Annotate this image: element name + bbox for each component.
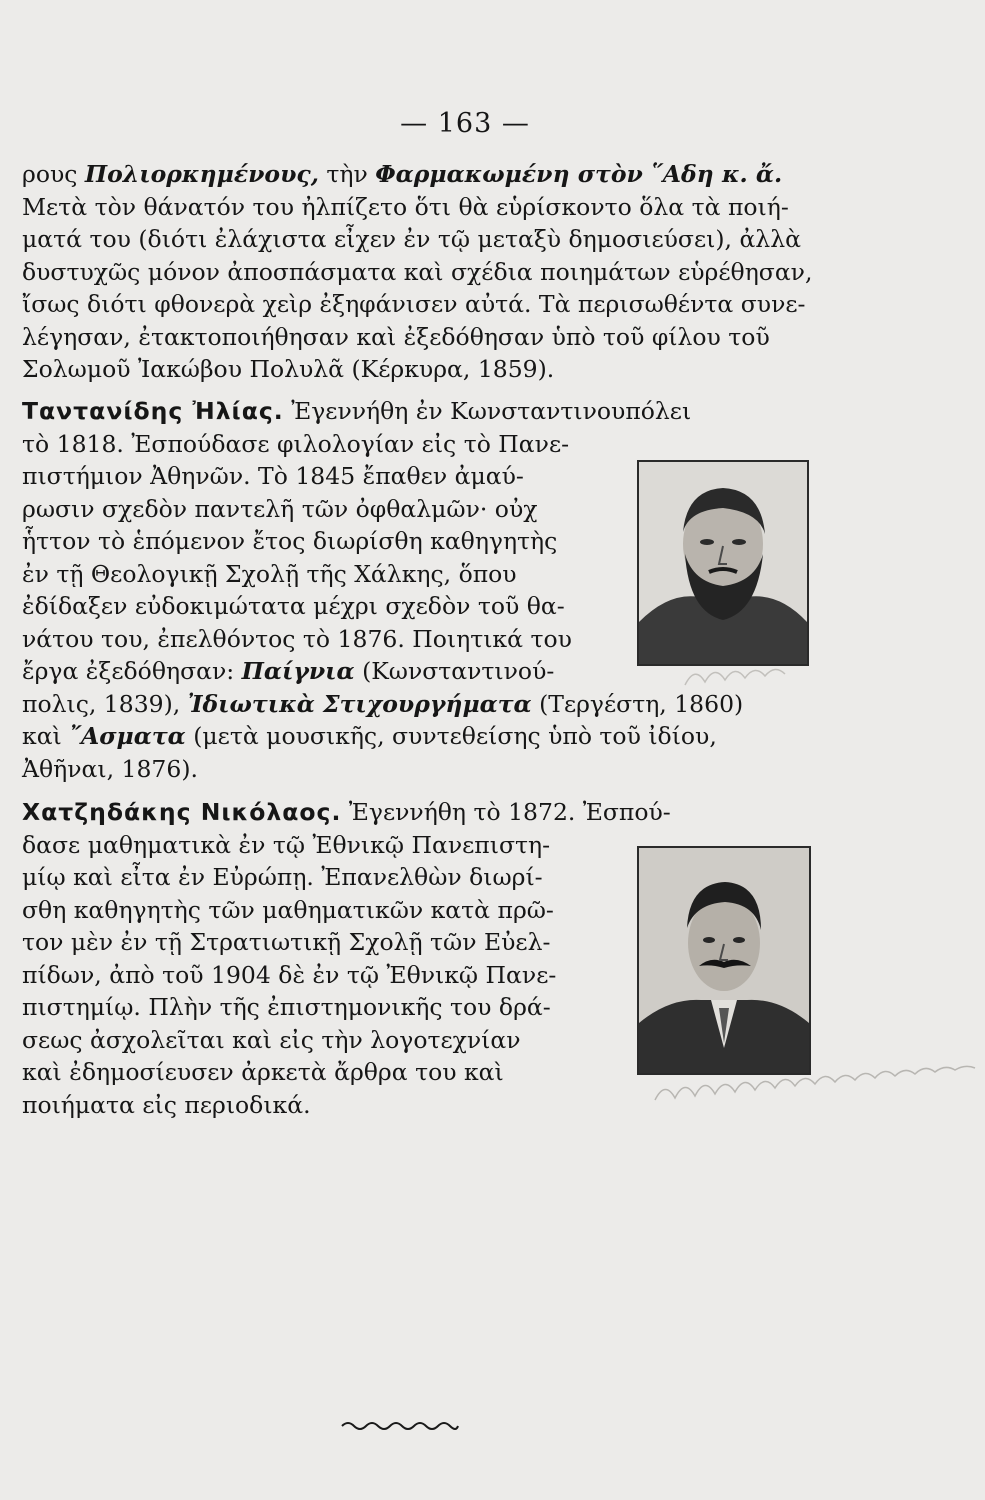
text-line: ἐν τῇ Θεολογικῇ Σχολῇ τῆς Χάλκης, ὅπου xyxy=(22,559,517,588)
text-fragment: τὴν xyxy=(318,160,376,188)
text-line xyxy=(22,796,842,829)
text-line: λέγησαν, ἐτακτοποιήθησαν καὶ ἐξεδόθησαν ὑπὸ τοῦ φίλου τοῦ xyxy=(22,322,770,351)
text-line: τὸ 1818. Ἐσπούδασε φιλολογίαν εἰς τὸ Πανε- xyxy=(22,429,570,458)
text-line: ματά του (διότι ἐλάχιστα εἶχεν ἐν τῷ μεταξὺ δημοσιεύσει), ἀλλὰ xyxy=(22,225,801,253)
paragraph-continuation xyxy=(22,158,842,386)
text-line: νάτου του, ἐπελθόντος τὸ 1876. Ποιητικά του xyxy=(22,624,572,653)
text-fragment: Ἐγεννήθη τὸ 1872. Ἐσπού- xyxy=(341,798,671,826)
work-title: Ἰδιωτικὰ Στιχουργήματα xyxy=(187,689,532,718)
text-line: μίῳ καὶ εἶτα ἐν Εὐρώπῃ. Ἐπανελθὼν διωρί- xyxy=(22,863,543,891)
portrait-hatzidakis xyxy=(637,846,811,1075)
text-line xyxy=(22,720,842,753)
text-fragment: ἔργα ἐξεδόθησαν: xyxy=(22,657,242,685)
text-fragment: (μετὰ μουσικῆς, συντεθείσης ὑπὸ τοῦ ἰδίου, xyxy=(185,722,717,750)
text-line: δασε μαθηματικὰ ἐν τῷ Ἐθνικῷ Πανεπιστη- xyxy=(22,830,551,859)
text-line: σεως ἀσχολεῖται καὶ εἰς τὴν λογοτεχνίαν xyxy=(22,1025,521,1054)
text-line: ποιήματα εἰς περιοδικά. xyxy=(22,1090,311,1119)
text-line xyxy=(22,158,842,191)
text-line: Μετὰ τὸν θάνατόν του ἠλπίζετο ὅτι θὰ εὑρίσκοντο ὅλα τὰ ποιή- xyxy=(22,192,789,221)
work-title: Παίγνια xyxy=(241,657,355,685)
text-line xyxy=(22,688,842,721)
text-line: δυστυχῶς μόνον ἀποσπάσματα καὶ σχέδια ποιημάτων εὑρέθησαν, xyxy=(22,257,813,286)
text-line: ρωσιν σχεδὸν παντελῆ τῶν ὀφθαλμῶν· οὐχ xyxy=(22,494,538,523)
portrait-illustration xyxy=(639,462,807,664)
ornamental-divider xyxy=(340,1418,460,1434)
person-name: Ταντανίδης Ἠλίας. xyxy=(22,397,284,425)
page-number: — 163 — xyxy=(400,108,530,139)
work-title: ῎Ασματα xyxy=(69,722,186,750)
text-line: πιστημίῳ. Πλὴν τῆς ἐπιστημονικῆς του δρά- xyxy=(22,993,551,1021)
person-name: Χατζηδάκης Νικόλαος. xyxy=(22,798,342,826)
text-fragment: πολις, 1839), xyxy=(22,689,188,718)
pencil-scribble xyxy=(680,660,800,690)
text-fragment: (Τεργέστη, 1860) xyxy=(531,689,744,718)
portrait-tantalidis xyxy=(637,460,809,666)
text-line: ἴσως διότι φθονερὰ χεὶρ ἐξηφάνισεν αὐτά. Τὰ περισωθέντα συνε- xyxy=(22,290,806,318)
text-fragment: ρους xyxy=(22,160,85,188)
text-line xyxy=(22,395,842,428)
text-fragment: Ἐγεννήθη ἐν Κωνσταντινουπόλει xyxy=(283,397,692,425)
portrait-illustration xyxy=(639,848,809,1073)
text-line: ἐδίδαξεν εὐδοκιμώτατα μέχρι σχεδὸν τοῦ θα- xyxy=(22,592,565,620)
text-line: πίδων, ἀπὸ τοῦ 1904 δὲ ἐν τῷ Ἐθνικῷ Πανε- xyxy=(22,960,557,989)
pencil-scribble xyxy=(650,1060,980,1110)
text-line: σθη καθηγητὴς τῶν μαθηματικῶν κατὰ πρῶ- xyxy=(22,895,554,924)
work-title: Πολιορκημένους, xyxy=(84,160,319,188)
text-line: ἧττον τὸ ἑπόμενον ἔτος διωρίσθη καθηγητὴς xyxy=(22,527,558,555)
text-line: Σολωμοῦ Ἰακώβου Πολυλᾶ (Κέρκυρα, 1859). xyxy=(22,355,555,383)
work-title: Φαρμακωμένη στὸν ῞Αδη κ. ἄ. xyxy=(375,160,783,188)
text-fragment: (Κωνσταντινού- xyxy=(354,657,555,685)
text-line: Ἀθῆναι, 1876). xyxy=(22,754,198,783)
text-fragment: καὶ xyxy=(22,722,70,750)
text-line: καὶ ἐδημοσίευσεν ἀρκετὰ ἄρθρα του καὶ xyxy=(22,1058,504,1086)
text-line: πιστήμιον Ἀθηνῶν. Τὸ 1845 ἔπαθεν ἀμαύ- xyxy=(22,462,524,490)
text-line: τον μὲν ἐν τῇ Στρατιωτικῇ Σχολῇ τῶν Εὐελ- xyxy=(22,928,551,956)
